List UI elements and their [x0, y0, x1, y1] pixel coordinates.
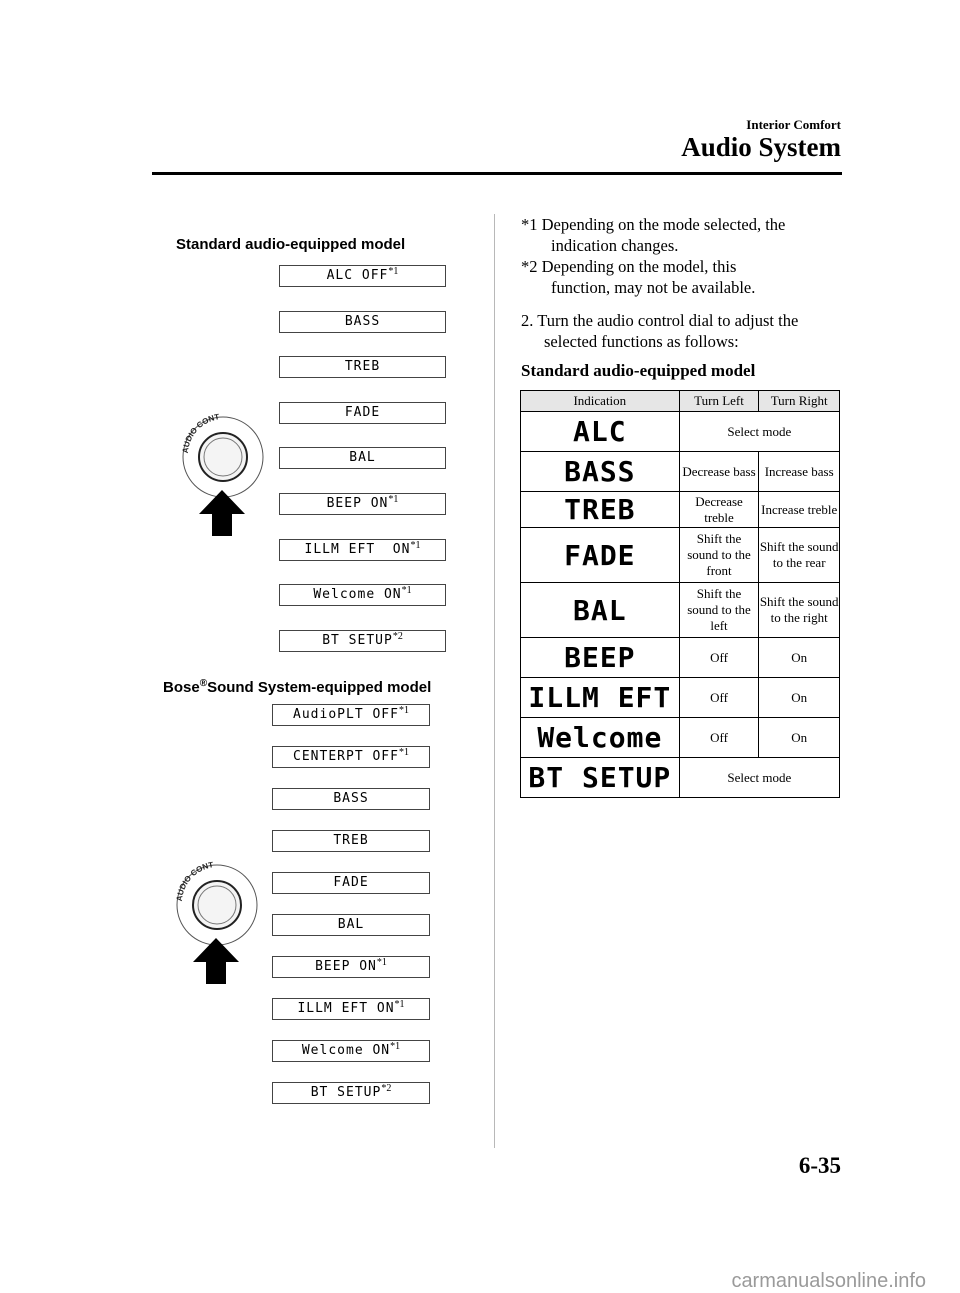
display-indication	[272, 1082, 430, 1104]
footnote-1-line-2: indication changes.	[551, 236, 679, 255]
audio-control-dial-icon	[172, 858, 262, 948]
display-text: AudioPLT OFF	[293, 707, 399, 722]
footnote-marker: *1	[401, 585, 412, 597]
indication-cell: FADE	[521, 528, 680, 583]
table-row	[521, 583, 840, 638]
display-indication	[279, 630, 446, 652]
turn-right-cell: Shift the sound to the rear	[759, 528, 840, 583]
indication-cell: Welcome	[521, 718, 680, 758]
up-arrow-icon	[197, 488, 247, 538]
indication-table	[520, 390, 840, 798]
display-text: TREB	[333, 833, 369, 848]
turn-right-cell: On	[759, 678, 840, 718]
display-text: BAL	[337, 917, 365, 932]
turn-left-cell: Shift the sound to the left	[679, 583, 759, 638]
display-indication	[272, 998, 430, 1020]
section-name: Interior Comfort	[746, 117, 841, 132]
indication-cell: BASS	[521, 452, 680, 492]
footnote-marker: *1	[398, 747, 409, 758]
display-indication	[279, 402, 446, 424]
display-text: ILLM EFT ON	[304, 541, 411, 557]
display-text: CENTERPT OFF	[293, 749, 399, 764]
indication-cell: BAL	[521, 583, 680, 638]
column-header: Turn Right	[759, 391, 840, 412]
footnote-2-line-2: function, may not be available.	[551, 278, 756, 297]
display-indication	[272, 746, 430, 768]
table-header-row	[521, 391, 840, 412]
display-text: BEEP ON	[315, 959, 377, 974]
table-row	[521, 758, 840, 798]
action-cell: Select mode	[679, 412, 839, 452]
display-indication	[272, 830, 430, 852]
watermark: carmanualsonline.info	[731, 1270, 926, 1292]
turn-right-cell: Increase bass	[759, 452, 840, 492]
turn-left-cell: Decrease treble	[679, 492, 759, 528]
turn-left-cell: Off	[679, 678, 759, 718]
footnote-marker: *1	[394, 999, 405, 1010]
audio-control-dial-icon	[178, 410, 268, 500]
svg-text:AUDIO CONT: AUDIO CONT	[180, 412, 221, 454]
table-row	[521, 452, 840, 492]
display-indication	[279, 584, 446, 606]
step-2-line-2: selected functions as follows:	[544, 332, 739, 351]
indication-cell: ALC	[521, 412, 680, 452]
turn-left-cell: Shift the sound to the front	[679, 528, 759, 583]
table-subheading: Standard audio-equipped model	[521, 361, 756, 380]
display-text: BASS	[344, 313, 381, 329]
display-indication	[272, 788, 430, 810]
footnote-marker: *1	[376, 957, 387, 968]
display-indication	[279, 493, 446, 515]
indication-cell: BEEP	[521, 638, 680, 678]
bose-brand: Bose	[163, 679, 200, 696]
indication-cell: TREB	[521, 492, 680, 528]
footnote-marker: *1	[388, 266, 399, 277]
display-text: TREB	[344, 359, 381, 375]
display-indication	[272, 914, 430, 936]
svg-text:AUDIO CONT: AUDIO CONT	[174, 860, 215, 902]
page-number: 6-35	[798, 1153, 841, 1178]
footnote-marker: *1	[388, 494, 399, 505]
display-text: BAL	[349, 450, 376, 466]
display-text: BT SETUP	[322, 632, 393, 648]
column-header: Indication	[521, 391, 680, 412]
table-row	[521, 638, 840, 678]
display-indication	[272, 872, 430, 894]
display-indication	[272, 1040, 430, 1062]
indication-cell: ILLM EFT	[521, 678, 680, 718]
bose-model-label	[163, 678, 431, 696]
display-indication	[279, 447, 446, 469]
turn-left-cell: Off	[679, 638, 759, 678]
header-rule	[152, 172, 842, 175]
turn-right-cell: On	[759, 718, 840, 758]
turn-left-cell: Decrease bass	[679, 452, 759, 492]
footnote-marker: *1	[390, 1041, 401, 1052]
table-row	[521, 412, 840, 452]
table-row	[521, 528, 840, 583]
display-text: BASS	[333, 791, 369, 806]
page-title: Audio System	[681, 132, 841, 162]
display-indication	[272, 956, 430, 978]
display-text: BT SETUP	[310, 1085, 382, 1100]
indication-cell: BT SETUP	[521, 758, 680, 798]
display-indication	[279, 356, 446, 378]
display-text: ILLM EFT ON	[297, 1001, 395, 1016]
turn-right-cell: On	[759, 638, 840, 678]
display-text: ALC OFF	[326, 268, 389, 283]
display-text: Welcome ON	[301, 1043, 391, 1058]
footnote-1	[521, 214, 851, 256]
footnote-marker: *1	[410, 539, 421, 551]
column-divider	[494, 214, 495, 1148]
bose-label-rest: Sound System-equipped model	[207, 679, 432, 696]
footnote-2-line-1: *2 Depending on the model, this	[521, 257, 737, 276]
standard-model-label: Standard audio-equipped model	[176, 236, 406, 253]
turn-right-cell: Shift the sound to the right	[759, 583, 840, 638]
footnote-2	[521, 256, 851, 298]
display-text: FADE	[344, 404, 381, 420]
registered-mark: ®	[199, 678, 208, 689]
display-indication	[279, 265, 446, 287]
turn-left-cell: Off	[679, 718, 759, 758]
display-text: BEEP ON	[326, 496, 389, 511]
footnote-marker: *2	[392, 630, 403, 642]
footnote-1-line-1: *1 Depending on the mode selected, the	[521, 215, 786, 234]
column-header: Turn Left	[679, 391, 759, 412]
step-2	[521, 310, 851, 352]
up-arrow-icon	[191, 936, 241, 986]
display-indication	[279, 539, 446, 561]
table-row	[521, 492, 840, 528]
display-indication	[272, 704, 430, 726]
display-text: Welcome ON	[313, 587, 402, 603]
footnote-marker: *2	[381, 1083, 392, 1094]
table-row	[521, 678, 840, 718]
action-cell: Select mode	[679, 758, 839, 798]
footnote-marker: *1	[398, 705, 409, 716]
step-2-line-1: 2. Turn the audio control dial to adjust the	[521, 311, 799, 330]
display-text: FADE	[333, 875, 369, 890]
display-indication	[279, 311, 446, 333]
table-row	[521, 718, 840, 758]
turn-right-cell: Increase treble	[759, 492, 840, 528]
